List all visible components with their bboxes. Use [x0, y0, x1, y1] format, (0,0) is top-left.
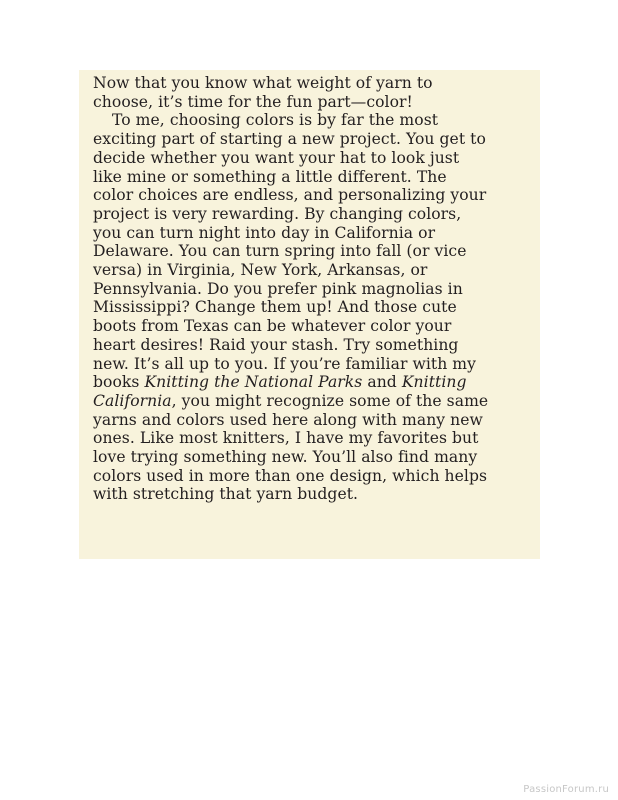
text-line: decide whether you want your hat to look just: [93, 148, 460, 167]
intro-paragraph: [93, 74, 530, 111]
body-paragraph: [93, 111, 530, 504]
text-line: with stretching that yarn budget.: [93, 485, 359, 504]
book-title-california-part1: Knitting: [401, 373, 467, 392]
text-line: To me, choosing colors is by far the most: [112, 111, 439, 130]
text-line: choose, it’s time for the fun part—color!: [93, 92, 413, 111]
text-line: color choices are endless, and personalizing your: [93, 186, 487, 205]
text-books-prefix: books: [93, 373, 145, 392]
text-line: colors used in more than one design, which helps: [93, 466, 488, 485]
text-and: and: [362, 373, 402, 392]
watermark: PassionForum.ru: [523, 784, 609, 795]
text-line: versa) in Virginia, New York, Arkansas, or: [93, 261, 428, 280]
text-after-title: , you might recognize some of the same: [171, 391, 489, 410]
book-title-california-part2: California: [93, 391, 172, 410]
text-line: ones. Like most knitters, I have my favorites but: [93, 429, 479, 448]
text-line: project is very rewarding. By changing colors,: [93, 204, 462, 223]
text-line: heart desires! Raid your stash. Try something: [93, 335, 459, 354]
text-panel: [79, 70, 540, 559]
text-line: Pennsylvania. Do you prefer pink magnolias in: [93, 279, 463, 298]
text-line: Delaware. You can turn spring into fall (or vice: [93, 242, 467, 261]
text-line: like mine or something a little different. The: [93, 167, 447, 186]
text-line: exciting part of starting a new project. You get to: [93, 130, 486, 149]
text-line: yarns and colors used here along with many new: [93, 410, 483, 429]
text-line: new. It’s all up to you. If you’re familiar with my: [93, 354, 476, 373]
text-line: Mississippi? Change them up! And those cute: [93, 298, 457, 317]
text-line: you can turn night into day in California or: [93, 223, 436, 242]
text-line: Now that you know what weight of yarn to: [93, 74, 433, 92]
text-line: boots from Texas can be whatever color your: [93, 317, 452, 336]
text-line: love trying something new. You’ll also find many: [93, 448, 478, 467]
book-title-national-parks: Knitting the National Parks: [144, 373, 363, 392]
